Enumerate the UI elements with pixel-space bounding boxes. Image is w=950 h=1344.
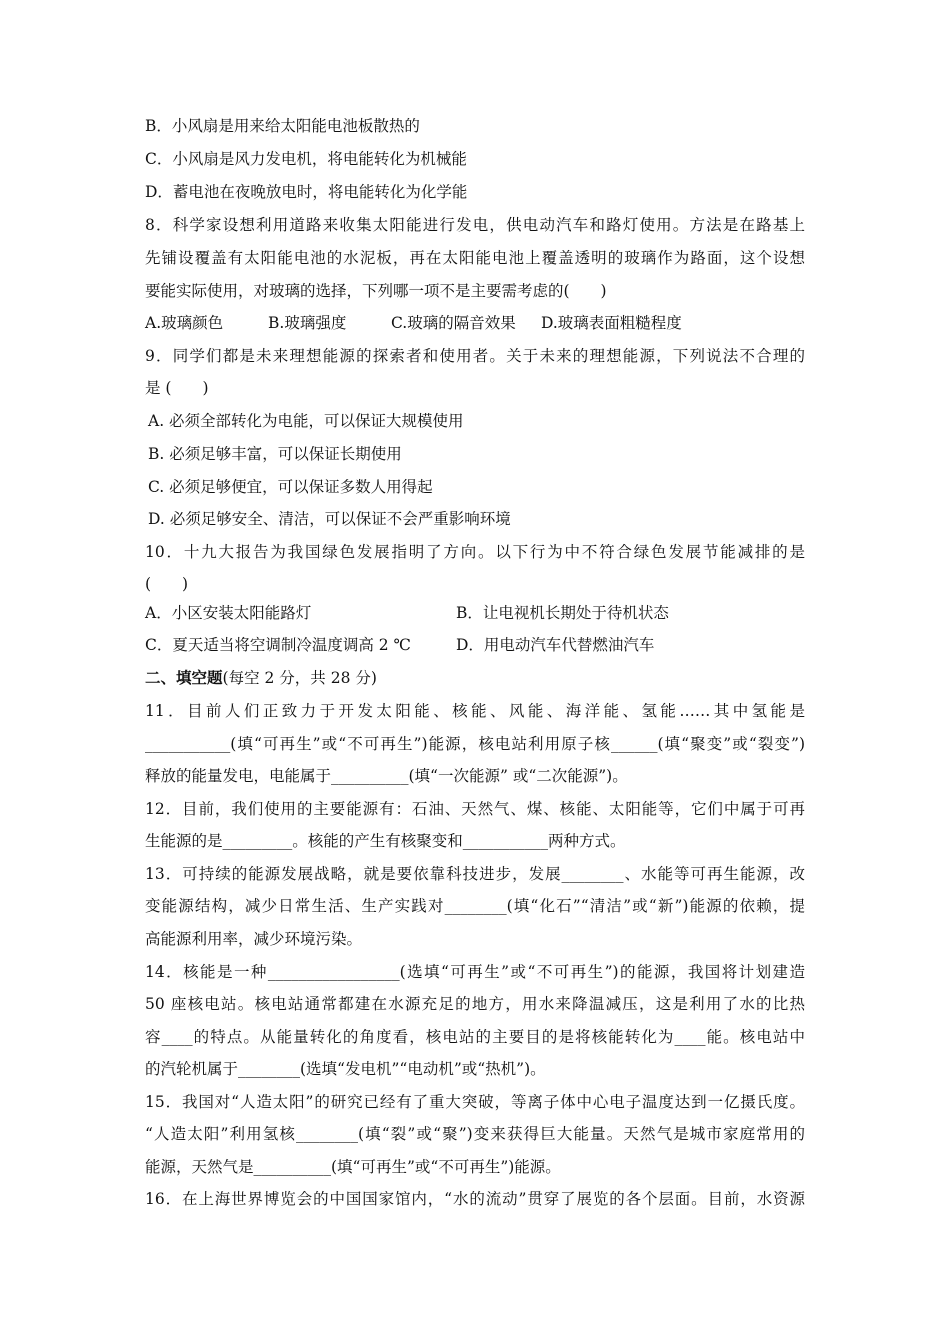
q15-line3: 能源，天然气是__________(填“可再生”或“不可再生”)能源。 — [145, 1158, 561, 1176]
section-note: (每空 2 分，共 28 分) — [222, 669, 377, 687]
q8-options-row — [145, 313, 805, 333]
q13-line1: 13．可持续的能源发展战略，就是要依靠科技进步，发展________、水能等可再生能源，改 — [145, 865, 805, 883]
q10-option-a: A．小区安装太阳能路灯 — [145, 604, 312, 622]
q10-option-b: B．让电视机长期处于待机状态 — [456, 604, 669, 622]
q8-option-a: A.玻璃颜色 — [145, 314, 224, 332]
q8-option-c: C.玻璃的隔音效果 — [391, 314, 516, 332]
q10-stem-line1: 10．十九大报告为我国绿色发展指明了方向。以下行为中不符合绿色发展节能减排的是 — [145, 543, 805, 561]
section-title: 二、填空题 — [145, 668, 223, 687]
q7-option-b: B．小风扇是用来给太阳能电池板散热的 — [145, 117, 420, 135]
q12-line2: 生能源的是_________。核能的产生有核聚变和___________两种方式。 — [145, 832, 626, 850]
q9-stem-line2: 是 ( ) — [145, 379, 209, 397]
q15-line2: “人造太阳”利用氢核________(填“裂”或“聚”)变来获得巨大能量。天然气是城市家庭常用的 — [145, 1125, 805, 1143]
q9-option-d: D. 必须足够安全、清洁，可以保证不会严重影响环境 — [148, 510, 511, 528]
q12-line1: 12．目前，我们使用的主要能源有：石油、天然气、煤、核能、太阳能等，它们中属于可再 — [145, 800, 805, 818]
q16-line1: 16．在上海世界博览会的中国国家馆内，“水的流动”贯穿了展览的各个层面。目前，水资源 — [145, 1190, 805, 1208]
q8-stem-line3: 要能实际使用，对玻璃的选择，下列哪一项不是主要需考虑的( ) — [145, 282, 607, 300]
q7-option-d: D．蓄电池在夜晚放电时，将电能转化为化学能 — [145, 183, 468, 201]
q14-line4: 的汽轮机属于________(选填“发电机”“电动机”或“热机”)。 — [145, 1060, 546, 1078]
q10-options-row1 — [145, 603, 805, 623]
q13-line2: 变能源结构，减少日常生活、生产实践对________(填“化石”“清洁”或“新”)能源的依赖，提 — [145, 897, 805, 915]
q9-option-b: B. 必须足够丰富，可以保证长期使用 — [148, 445, 402, 463]
q13-line3: 高能源利用率，减少环境污染。 — [145, 930, 363, 948]
q8-stem-line1: 8．科学家设想利用道路来收集太阳能进行发电，供电动汽车和路灯使用。方法是在路基上 — [145, 216, 805, 234]
q10-stem-line2: ( ) — [145, 575, 189, 593]
q14-line1: 14．核能是一种_________________(选填“可再生”或“不可再生”)的能源，我国将计划建造 — [145, 963, 805, 981]
q9-option-a: A. 必须全部转化为电能，可以保证大规模使用 — [148, 412, 464, 430]
q8-option-b: B.玻璃强度 — [268, 314, 347, 332]
q9-stem-line1: 9．同学们都是未来理想能源的探索者和使用者。关于未来的理想能源，下列说法不合理的 — [145, 347, 805, 365]
q8-option-d: D.玻璃表面粗糙程度 — [541, 314, 682, 332]
q11-line2: ___________(填“可再生”或“不可再生”)能源，核电站利用原子核______(填“聚变”或“裂变”) — [145, 735, 805, 753]
q15-line1: 15．我国对“人造太阳”的研究已经有了重大突破，等离子体中心电子温度达到一亿摄氏度。 — [145, 1093, 805, 1111]
q7-option-c: C．小风扇是风力发电机，将电能转化为机械能 — [145, 150, 467, 168]
q10-options-row2 — [145, 635, 805, 655]
q8-stem-line2: 先铺设覆盖有太阳能电池的水泥板，再在太阳能电池上覆盖透明的玻璃作为路面，这个设想 — [145, 249, 805, 267]
q9-option-c: C. 必须足够便宜，可以保证多数人用得起 — [148, 478, 433, 496]
q11-line1: 11．目前人们正致力于开发太阳能、核能、风能、海洋能、氢能……其中氢能是 — [145, 702, 805, 720]
q14-line2: 50 座核电站。核电站通常都建在水源充足的地方，用水来降温减压，这是利用了水的比热 — [145, 995, 805, 1013]
q10-option-d: D．用电动汽车代替燃油汽车 — [456, 636, 655, 654]
section-heading — [145, 668, 377, 688]
q14-line3: 容____的特点。从能量转化的角度看，核电站的主要目的是将核能转化为____能。核电站中 — [145, 1028, 805, 1046]
q10-option-c: C．夏天适当将空调制冷温度调高 2 ℃ — [145, 636, 411, 654]
q11-line3: 释放的能量发电，电能属于__________(填“一次能源” 或“二次能源”)。 — [145, 767, 628, 785]
